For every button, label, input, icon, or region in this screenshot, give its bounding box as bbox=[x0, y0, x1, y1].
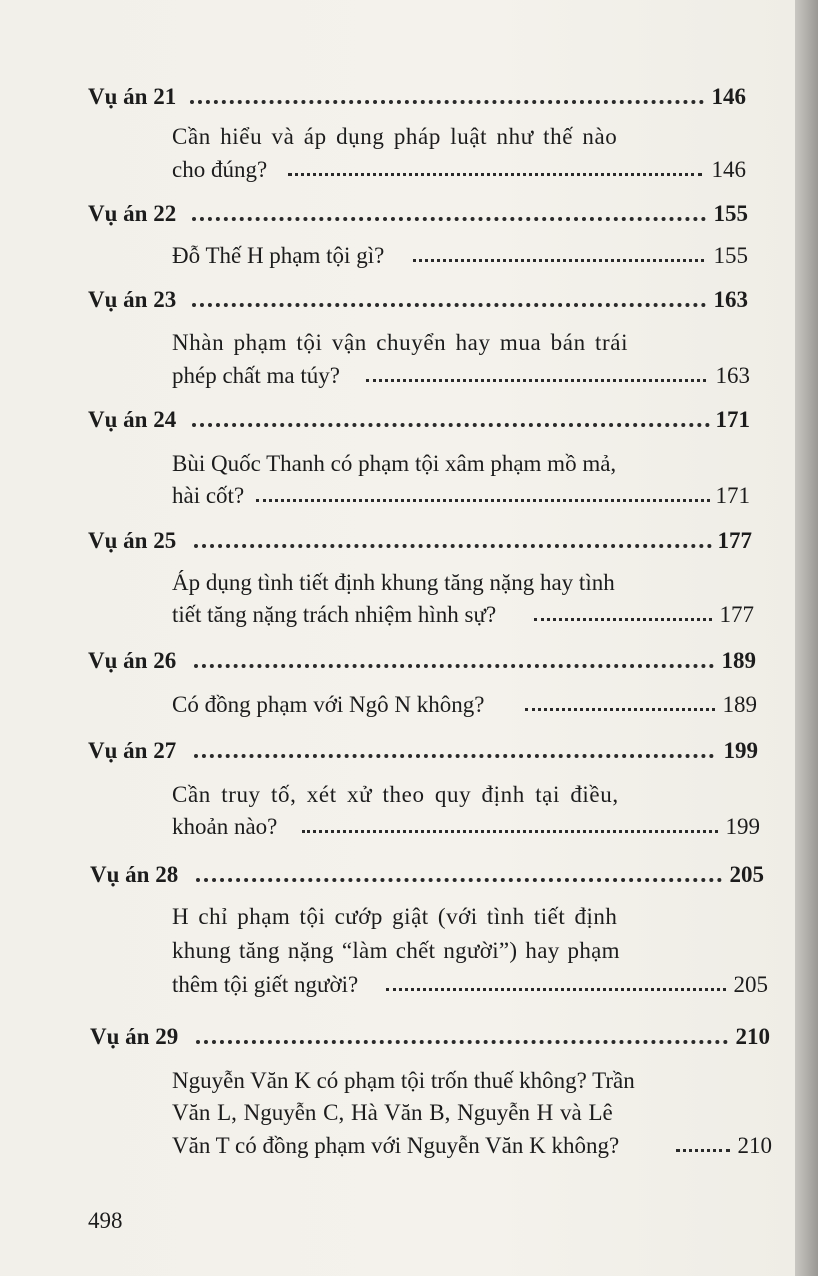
toc-subentry bbox=[0, 155, 795, 185]
subentry-text: Áp dụng tình tiết định khung tăng nặng hay tình bbox=[172, 570, 615, 595]
case-page-number: 189 bbox=[721, 648, 756, 673]
subentry-text: Đỗ Thế H phạm tội gì? bbox=[172, 243, 385, 268]
toc-subentry bbox=[0, 361, 795, 391]
subentry-text: phép chất ma túy? bbox=[172, 363, 340, 388]
subentry-page-number: 210 bbox=[737, 1133, 772, 1158]
toc-case-entry bbox=[0, 646, 795, 676]
page-number: 498 bbox=[88, 1208, 123, 1233]
toc-subentry-line bbox=[0, 902, 795, 932]
case-page-number: 163 bbox=[713, 287, 748, 312]
toc-case-entry bbox=[0, 736, 795, 766]
dot-leader bbox=[194, 660, 714, 668]
case-page-number: 205 bbox=[729, 862, 764, 887]
toc-subentry-line bbox=[0, 328, 795, 358]
case-title: Vụ án 27 bbox=[88, 738, 177, 763]
toc-case-entry bbox=[0, 82, 795, 112]
toc-case-entry bbox=[0, 285, 795, 315]
toc-subentry bbox=[0, 481, 795, 511]
subentry-text: khung tăng nặng “làm chết người”) hay phạm bbox=[172, 938, 620, 963]
toc-subentry bbox=[0, 690, 795, 720]
subentry-page-number: 177 bbox=[719, 602, 754, 627]
dot-leader bbox=[386, 984, 726, 991]
page-edge-shadow bbox=[795, 0, 818, 1276]
toc-subentry bbox=[0, 812, 795, 842]
dot-leader bbox=[676, 1145, 730, 1152]
subentry-text: Văn T có đồng phạm với Nguyễn Văn K không? bbox=[172, 1133, 620, 1158]
case-page-number: 210 bbox=[735, 1024, 770, 1049]
toc-subentry bbox=[0, 1131, 795, 1161]
dot-leader bbox=[366, 375, 706, 382]
toc-subentry-line bbox=[0, 568, 795, 598]
subentry-page-number: 146 bbox=[711, 157, 746, 182]
subentry-page-number: 205 bbox=[733, 972, 768, 997]
dot-leader bbox=[302, 826, 718, 833]
dot-leader bbox=[190, 96, 704, 104]
case-title: Vụ án 28 bbox=[90, 862, 179, 887]
subentry-text: Nhàn phạm tội vận chuyển hay mua bán trái bbox=[172, 330, 629, 355]
toc-subentry-line bbox=[0, 936, 795, 966]
toc-subentry-line bbox=[0, 449, 795, 479]
dot-leader bbox=[194, 540, 712, 548]
subentry-text: Nguyễn Văn K có phạm tội trốn thuế không? Trần bbox=[172, 1068, 635, 1093]
toc-subentry bbox=[0, 600, 795, 630]
subentry-text: Cần hiểu và áp dụng pháp luật như thế nào bbox=[172, 124, 618, 149]
dot-leader bbox=[196, 1036, 728, 1044]
dot-leader bbox=[194, 750, 714, 758]
subentry-text: Có đồng phạm với Ngô N không? bbox=[172, 692, 485, 717]
case-title: Vụ án 29 bbox=[90, 1024, 179, 1049]
dot-leader bbox=[256, 495, 710, 502]
dot-leader bbox=[192, 213, 706, 221]
subentry-page-number: 163 bbox=[715, 363, 750, 388]
case-page-number: 155 bbox=[713, 201, 748, 226]
subentry-text: tiết tăng nặng trách nhiệm hình sự? bbox=[172, 602, 497, 627]
toc-subentry bbox=[0, 970, 795, 1000]
subentry-text: Cần truy tố, xét xử theo quy định tại điều, bbox=[172, 782, 619, 807]
case-title: Vụ án 22 bbox=[88, 201, 177, 226]
subentry-text: Bùi Quốc Thanh có phạm tội xâm phạm mồ mả, bbox=[172, 451, 617, 476]
case-page-number: 177 bbox=[717, 528, 752, 553]
toc-case-entry bbox=[0, 860, 795, 890]
dot-leader bbox=[525, 704, 715, 711]
dot-leader bbox=[196, 874, 722, 882]
subentry-text: hài cốt? bbox=[172, 483, 245, 508]
toc-case-entry bbox=[0, 199, 795, 229]
dot-leader bbox=[288, 169, 702, 176]
subentry-text: H chỉ phạm tội cướp giật (với tình tiết định bbox=[172, 904, 618, 929]
toc-case-entry bbox=[0, 405, 795, 435]
case-title: Vụ án 25 bbox=[88, 528, 177, 553]
subentry-text: Văn L, Nguyễn C, Hà Văn B, Nguyễn H và Lê bbox=[172, 1100, 613, 1125]
subentry-text: cho đúng? bbox=[172, 157, 268, 182]
toc-case-entry bbox=[0, 1022, 795, 1052]
toc-subentry-line bbox=[0, 1098, 795, 1128]
case-title: Vụ án 21 bbox=[88, 84, 177, 109]
dot-leader bbox=[534, 614, 712, 621]
toc-subentry-line bbox=[0, 1066, 795, 1096]
case-title: Vụ án 24 bbox=[88, 407, 177, 432]
dot-leader bbox=[192, 419, 710, 427]
case-page-number: 171 bbox=[715, 407, 750, 432]
subentry-page-number: 171 bbox=[715, 483, 750, 508]
subentry-page-number: 189 bbox=[722, 692, 757, 717]
case-page-number: 199 bbox=[723, 738, 758, 763]
subentry-text: khoản nào? bbox=[172, 814, 278, 839]
toc-subentry bbox=[0, 241, 795, 271]
toc-case-entry bbox=[0, 526, 795, 556]
toc-subentry-line bbox=[0, 780, 795, 810]
dot-leader bbox=[413, 255, 704, 262]
subentry-page-number: 155 bbox=[713, 243, 748, 268]
case-title: Vụ án 26 bbox=[88, 648, 177, 673]
subentry-page-number: 199 bbox=[725, 814, 760, 839]
case-title: Vụ án 23 bbox=[88, 287, 177, 312]
dot-leader bbox=[192, 299, 706, 307]
case-page-number: 146 bbox=[711, 84, 746, 109]
toc-subentry-line bbox=[0, 122, 795, 152]
subentry-text: thêm tội giết người? bbox=[172, 972, 359, 997]
